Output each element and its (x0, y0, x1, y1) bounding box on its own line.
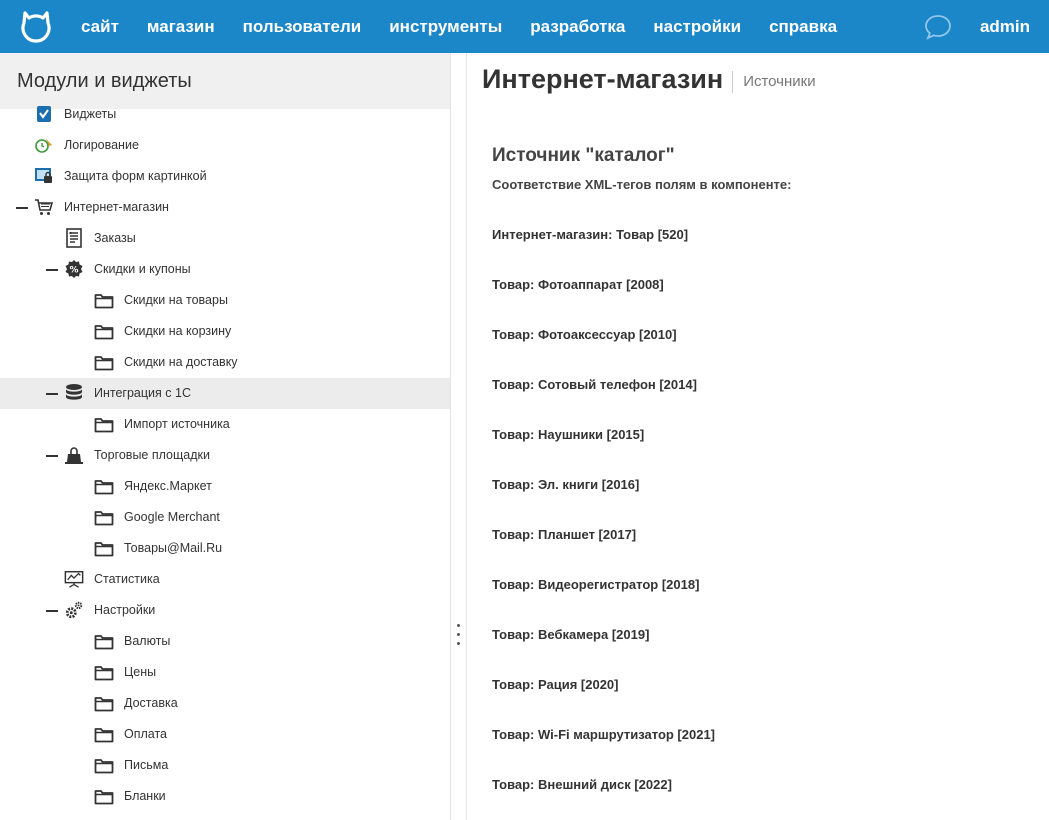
tree-item-label: Яндекс.Маркет (124, 479, 212, 493)
mapping-item: Товар: Рация [2020] (492, 677, 619, 692)
source-title: Источник "каталог" (492, 145, 675, 166)
tree-item[interactable] (0, 254, 450, 285)
tree-item[interactable] (0, 688, 450, 719)
settings-icon (64, 600, 84, 620)
tree-item-label: Статистика (94, 572, 160, 586)
mapping-item: Товар: Эл. книги [2016] (492, 477, 640, 492)
widget-icon (34, 104, 54, 124)
nav-users[interactable]: пользователи (242, 17, 362, 36)
folder-icon (94, 755, 114, 775)
tree-item-label: Валюты (124, 634, 171, 648)
tree-item-label: Письма (124, 758, 169, 772)
tree-item[interactable] (0, 99, 450, 130)
sidebar (0, 53, 450, 820)
tree-item[interactable] (0, 316, 450, 347)
mapping-item: Товар: Видеорегистратор [2018] (492, 577, 700, 592)
nav-site[interactable]: сайт (81, 17, 119, 36)
tree-item[interactable] (0, 502, 450, 533)
chat-bubble-icon (924, 13, 952, 41)
splitter-grip-icon[interactable] (457, 624, 461, 650)
panel-splitter[interactable] (450, 53, 467, 820)
folder-icon (94, 538, 114, 558)
collapse-toggle-icon[interactable] (46, 269, 58, 271)
mapping-list (492, 227, 715, 820)
tree-item[interactable] (0, 564, 450, 595)
mapping-item: Товар: Планшет [2017] (492, 527, 637, 542)
topbar-right (914, 0, 1049, 53)
folder-icon (94, 290, 114, 310)
collapse-toggle-icon[interactable] (46, 393, 58, 395)
tree-item[interactable] (0, 409, 450, 440)
folder-icon (94, 321, 114, 341)
page-subtitle: Источники (743, 73, 816, 90)
tree-item-label: Google Merchant (124, 510, 220, 524)
tree-item-label: Доставка (124, 696, 178, 710)
captcha-icon (34, 166, 54, 186)
nav-development[interactable]: разработка (530, 17, 626, 36)
cart-icon (34, 197, 54, 217)
folder-icon (94, 476, 114, 496)
tree-item-label: Скидки на доставку (124, 355, 238, 369)
orders-icon (64, 228, 84, 248)
user-menu[interactable]: admin (979, 17, 1030, 36)
tree-item-label: Оплата (124, 727, 167, 741)
logo[interactable] (0, 0, 72, 53)
mapping-item: Товар: Наушники [2015] (492, 427, 645, 442)
tree-item-label: Скидки и купоны (94, 262, 191, 276)
main-menu (72, 0, 851, 53)
top-navigation-bar (0, 0, 1049, 53)
mapping-item: Товар: Вебкамера [2019] (492, 627, 650, 642)
statistics-icon (64, 569, 84, 589)
tree-item[interactable] (0, 750, 450, 781)
tree-item-label: Импорт источника (124, 417, 230, 431)
tree-item[interactable] (0, 719, 450, 750)
tree-item[interactable] (0, 781, 450, 812)
tree-item[interactable] (0, 533, 450, 564)
tree-item-label: Виджеты (64, 107, 117, 121)
folder-icon (94, 631, 114, 651)
tree-item[interactable] (0, 471, 450, 502)
tree-item-label: Товары@Mail.Ru (124, 541, 223, 555)
tree-item[interactable] (0, 378, 450, 409)
tree-item-label: Цены (124, 665, 157, 679)
folder-icon (94, 352, 114, 372)
tree-item[interactable] (0, 161, 450, 192)
tree-item[interactable] (0, 130, 450, 161)
folder-icon (94, 414, 114, 434)
folder-icon (94, 662, 114, 682)
collapse-toggle-icon[interactable] (46, 610, 58, 612)
page-title: Интернет-магазин (482, 64, 724, 94)
tree-item-label: Торговые площадки (94, 448, 210, 462)
mapping-item: Товар: Внешний диск [2022] (492, 777, 672, 792)
tree-item[interactable] (0, 192, 450, 223)
tree-item[interactable] (0, 285, 450, 316)
folder-icon (94, 786, 114, 806)
page-header (482, 63, 816, 95)
database-icon (64, 383, 84, 403)
mapping-item: Товар: Фотоаппарат [2008] (492, 277, 664, 292)
mapping-item: Товар: Сотовый телефон [2014] (492, 377, 697, 392)
folder-icon (94, 724, 114, 744)
collapse-toggle-icon[interactable] (16, 207, 28, 209)
tree-item-label: Настройки (94, 603, 156, 617)
module-tree (0, 99, 450, 812)
tree-item[interactable] (0, 440, 450, 471)
discount-icon (64, 259, 84, 279)
main-content (468, 53, 1049, 820)
collapse-toggle-icon[interactable] (46, 455, 58, 457)
tree-item[interactable] (0, 347, 450, 378)
nav-tools[interactable]: инструменты (389, 17, 503, 36)
tree-item[interactable] (0, 657, 450, 688)
tree-item-label: Заказы (94, 231, 136, 245)
source-description: Соответствие XML-тегов полям в компоненте: (492, 177, 792, 192)
tree-item-label: Бланки (124, 789, 166, 803)
tree-item[interactable] (0, 626, 450, 657)
folder-icon (94, 693, 114, 713)
tree-item-label: Интеграция с 1С (94, 386, 191, 400)
tree-item[interactable] (0, 223, 450, 254)
chat-button[interactable] (914, 0, 962, 53)
nav-shop[interactable]: магазин (146, 17, 215, 36)
sidebar-title: Модули и виджеты (0, 53, 450, 109)
nav-settings[interactable]: настройки (653, 17, 742, 36)
tree-item-label: Логирование (64, 138, 139, 152)
tree-item-label: Интернет-магазин (64, 200, 169, 214)
mapping-item: Товар: Wi-Fi маршрутизатор [2021] (492, 727, 716, 742)
mapping-item: Интернет-магазин: Товар [520] (492, 227, 689, 242)
tree-item-label: Скидки на товары (124, 293, 228, 307)
folder-icon (94, 507, 114, 527)
log-icon (34, 135, 54, 155)
tree-item-label: Скидки на корзину (124, 324, 232, 338)
title-divider (732, 71, 733, 93)
marketplace-icon (64, 445, 84, 465)
tree-item[interactable] (0, 595, 450, 626)
svg-text:%: % (69, 265, 79, 276)
logo-icon (19, 11, 53, 43)
tree-item-label: Защита форм картинкой (64, 169, 207, 183)
nav-help[interactable]: справка (769, 17, 838, 36)
mapping-item: Товар: Фотоаксессуар [2010] (492, 327, 677, 342)
